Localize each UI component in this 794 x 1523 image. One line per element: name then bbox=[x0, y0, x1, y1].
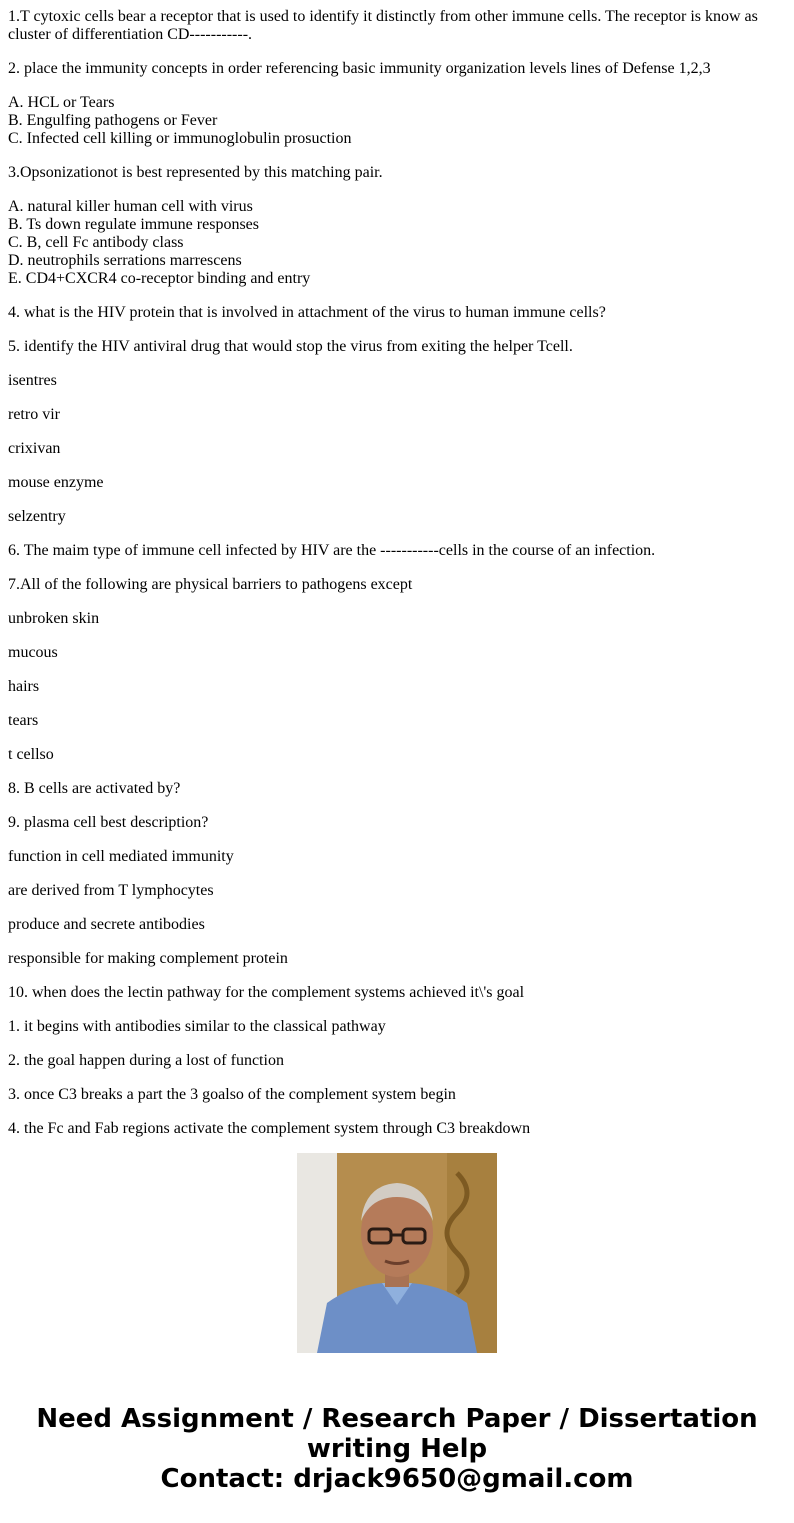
list-item: t cellso bbox=[8, 746, 54, 763]
question-2: 2. place the immunity concepts in order referencing basic immunity organization levels lines of Defense 1,2,3 bbox=[8, 60, 711, 77]
list-item: hairs bbox=[8, 678, 40, 695]
question-7: 7.All of the following are physical barriers to pathogens except bbox=[8, 576, 413, 593]
option-d: D. neutrophils serrations marrescens bbox=[8, 252, 242, 269]
question-8: 8. B cells are activated by? bbox=[8, 780, 181, 797]
option-b: B. Ts down regulate immune responses bbox=[8, 216, 259, 233]
question-3-options bbox=[8, 198, 788, 288]
question-document bbox=[8, 0, 788, 1137]
list-item: 1. it begins with antibodies similar to the classical pathway bbox=[8, 1018, 386, 1035]
list-item: crixivan bbox=[8, 440, 61, 457]
option-a: A. natural killer human cell with virus bbox=[8, 198, 253, 215]
question-5: 5. identify the HIV antiviral drug that would stop the virus from exiting the helper Tcell. bbox=[8, 338, 573, 355]
list-item: are derived from T lymphocytes bbox=[8, 882, 214, 899]
list-item: retro vir bbox=[8, 406, 60, 423]
list-item: produce and secrete antibodies bbox=[8, 916, 205, 933]
list-item: selzentry bbox=[8, 508, 66, 525]
list-item: tears bbox=[8, 712, 39, 729]
promo-banner bbox=[0, 1404, 794, 1494]
option-e: E. CD4+CXCR4 co-receptor binding and entry bbox=[8, 270, 311, 287]
option-b: B. Engulfing pathogens or Fever bbox=[8, 112, 218, 129]
promo-contact: Contact: drjack9650@gmail.com bbox=[160, 1464, 634, 1494]
list-item: isentres bbox=[8, 372, 57, 389]
list-item: function in cell mediated immunity bbox=[8, 848, 234, 865]
list-item: unbroken skin bbox=[8, 610, 100, 627]
list-item: 2. the goal happen during a lost of function bbox=[8, 1052, 284, 1069]
option-c: C. B, cell Fc antibody class bbox=[8, 234, 184, 251]
question-3: 3.Opsonizationot is best represented by this matching pair. bbox=[8, 164, 383, 181]
list-item: responsible for making complement protein bbox=[8, 950, 288, 967]
question-2-options bbox=[8, 94, 788, 148]
promo-line-2: writing Help bbox=[306, 1434, 488, 1464]
promo-line-1: Need Assignment / Research Paper / Dissertation bbox=[36, 1404, 758, 1434]
question-4: 4. what is the HIV protein that is involved in attachment of the virus to human immune cells? bbox=[8, 304, 606, 321]
option-c: C. Infected cell killing or immunoglobulin prosuction bbox=[8, 130, 352, 147]
list-item: mucous bbox=[8, 644, 58, 661]
question-9: 9. plasma cell best description? bbox=[8, 814, 209, 831]
list-item: 3. once C3 breaks a part the 3 goalso of the complement system begin bbox=[8, 1086, 456, 1103]
person-portrait-icon bbox=[297, 1153, 497, 1353]
question-1: 1.T cytoxic cells bear a receptor that is used to identify it distinctly from other immune cells. The receptor is know as cluster of differentiation CD-----------. bbox=[8, 8, 758, 43]
list-item: mouse enzyme bbox=[8, 474, 104, 491]
option-a: A. HCL or Tears bbox=[8, 94, 115, 111]
list-item-cut-off: 4. the Fc and Fab regions activate the complement system through C3 breakdown bbox=[8, 1120, 531, 1137]
question-6: 6. The maim type of immune cell infected by HIV are the -----------cells in the course of an infection. bbox=[8, 542, 656, 559]
avatar-photo bbox=[297, 1153, 497, 1353]
question-10: 10. when does the lectin pathway for the complement systems achieved it\'s goal bbox=[8, 984, 525, 1001]
